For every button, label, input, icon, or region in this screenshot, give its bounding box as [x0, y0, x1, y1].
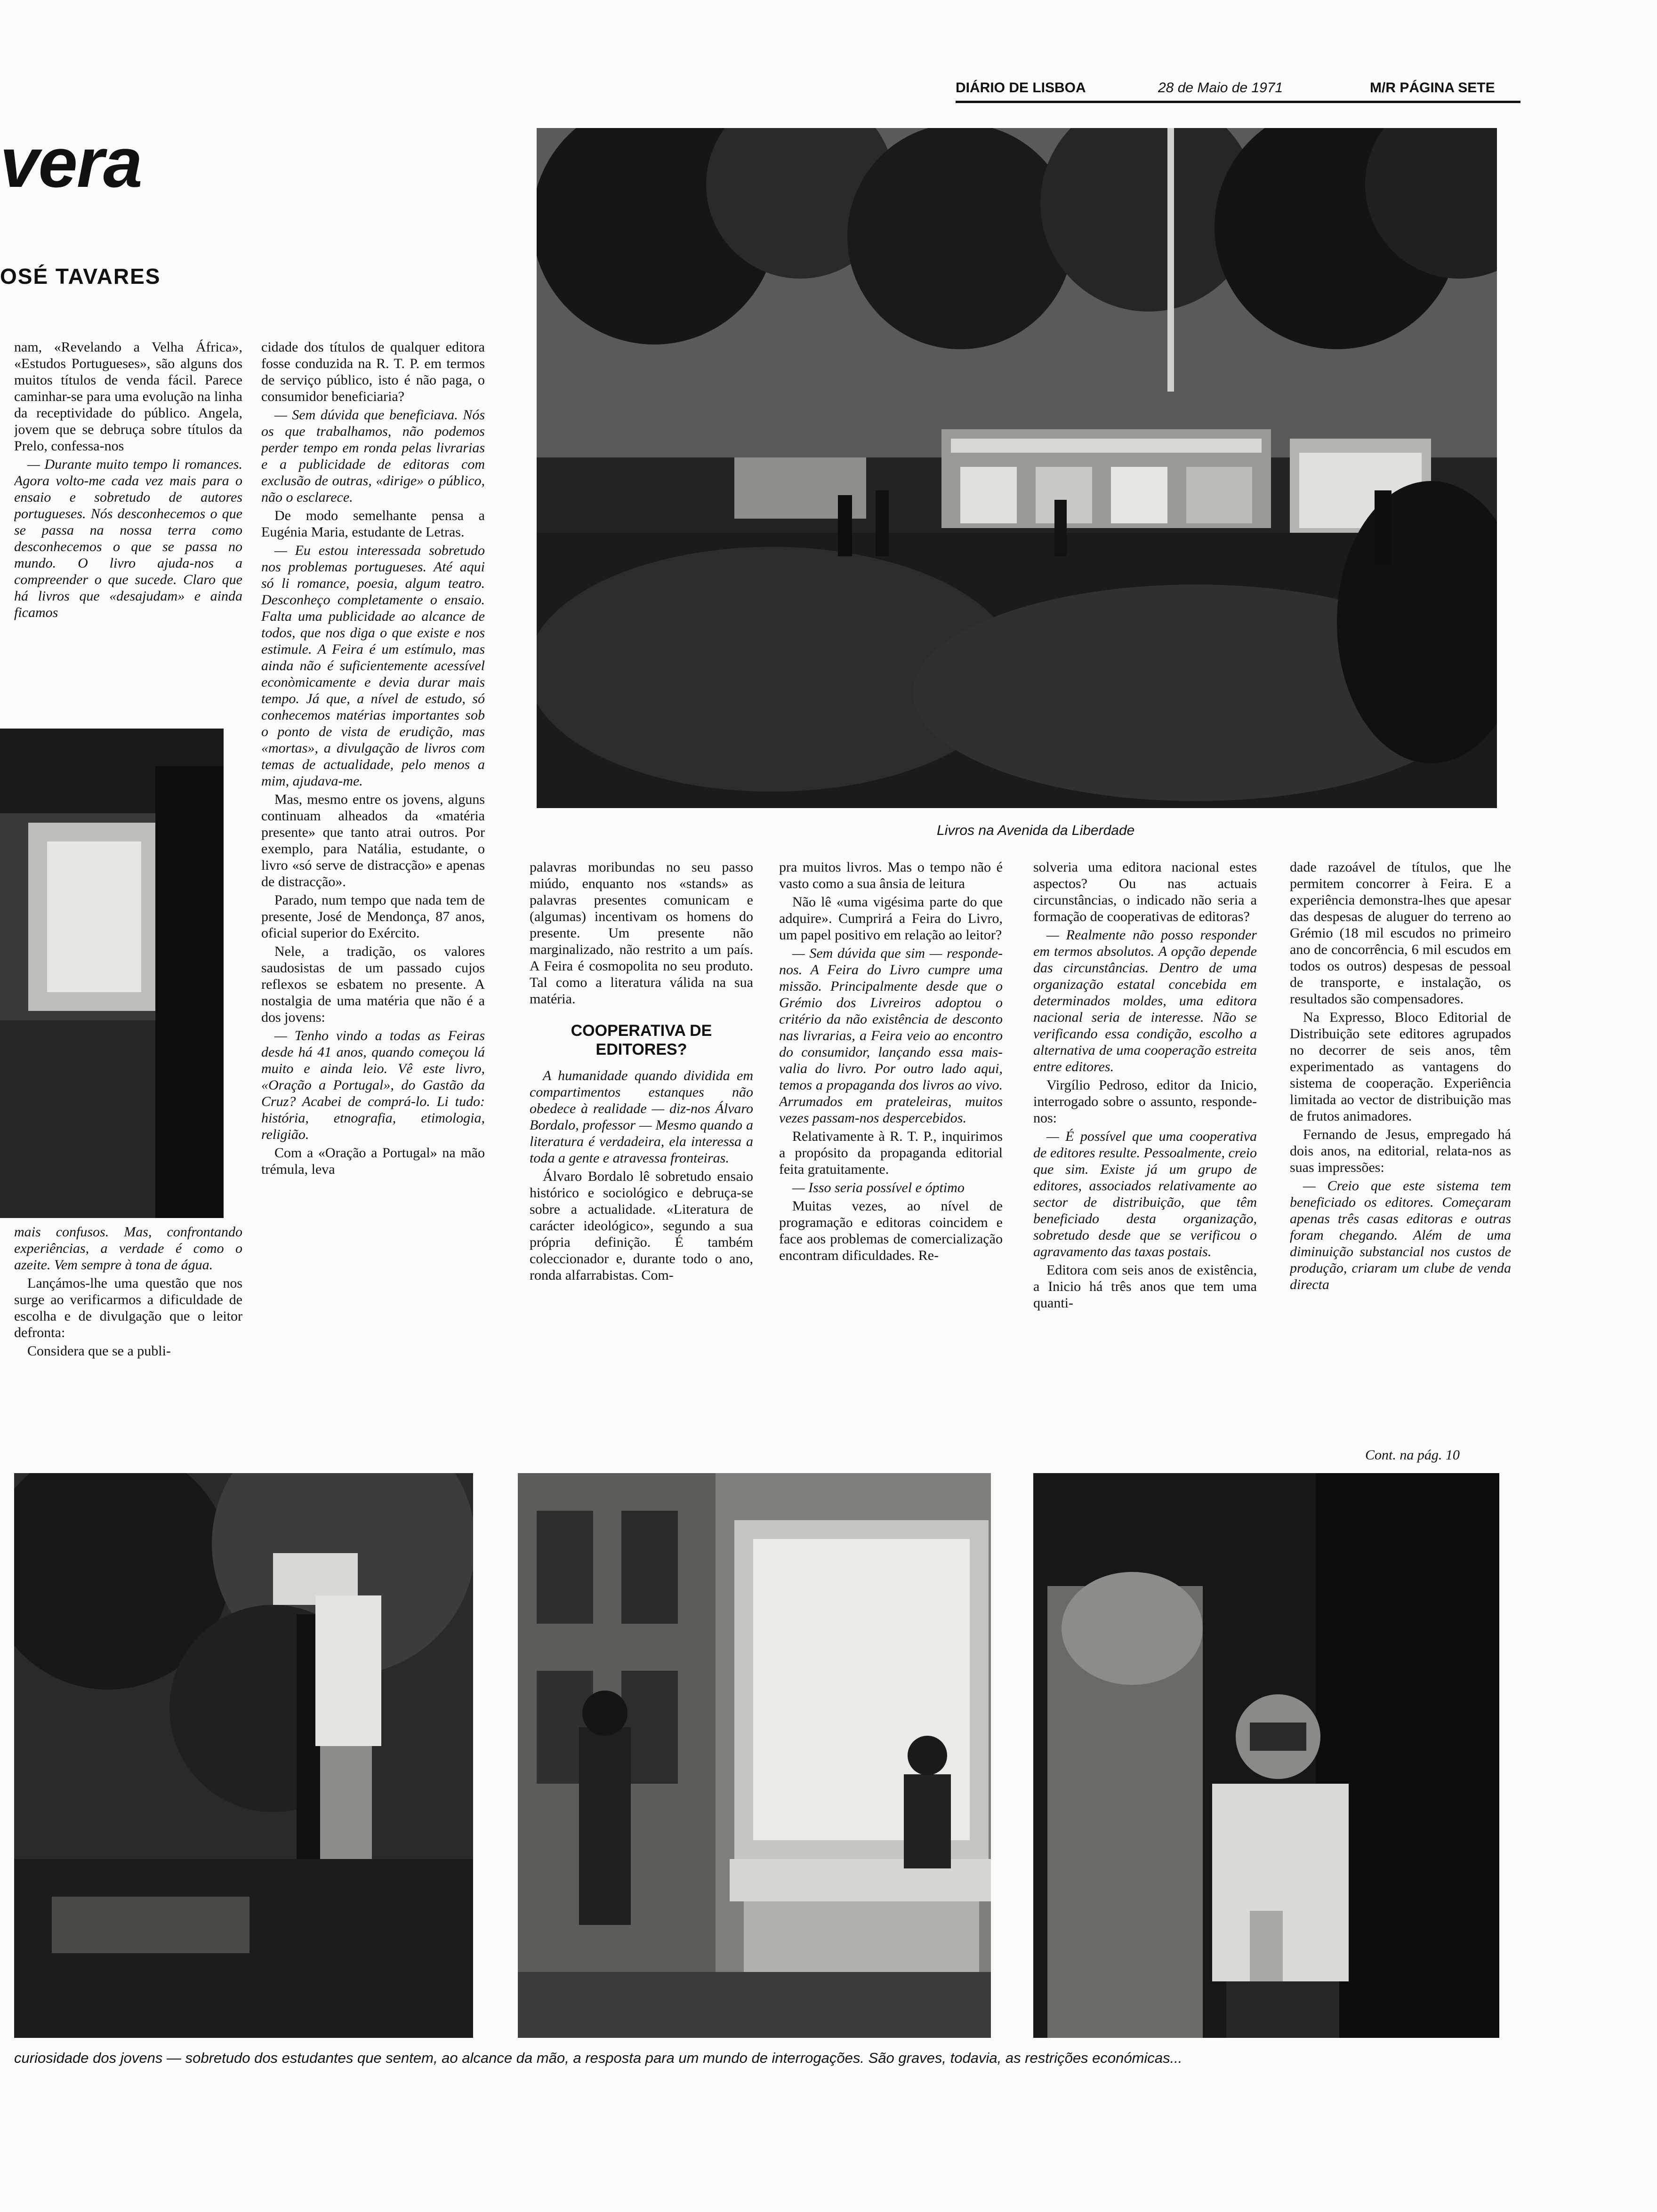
photo-left-crop-image — [0, 729, 224, 1218]
photo-left-crop — [0, 729, 224, 1218]
headline: vera — [0, 123, 142, 202]
paragraph: Virgílio Pedroso, editor da Inicio, interrogado sobre o assunto, responde-nos: — [1033, 1077, 1257, 1126]
paragraph: palavras moribundas no seu passo miúdo, enquanto nos «stands» as palavras presentes comunicam e (algumas) incentivam os homens do presente. Um presente não marginalizado, não restrito a um país. A Feira é cosmopolita no seu produto. Tal como a literatura válida na sua matéria. — [530, 859, 753, 1007]
paragraph: Parado, num tempo que nada tem de presente, José de Mendonça, 87 anos, oficial superior do Exército. — [261, 892, 485, 941]
byline: OSÉ TAVARES — [0, 264, 161, 289]
photo-bookstand — [518, 1473, 991, 2038]
paragraph: — Creio que este sistema tem beneficiado os editores. Começaram apenas três casas editoras e outras foram chegando. Além de uma diminuição substancial nos custos de produção, criaram um clube de venda directa — [1290, 1178, 1511, 1292]
photo-bookstand-image — [518, 1473, 991, 2038]
paragraph: A humanidade quando dividida em compartimentos estanques não obedece à realidade — diz-nos Álvaro Bordalo, professor — Mesmo quando a literatura é verdadeira, ela interessa a toda a gente e atravessa fronteiras. — [530, 1068, 753, 1166]
photo-book-fair-avenue-image — [537, 128, 1497, 808]
paragraph: pra muitos livros. Mas o tempo não é vasto como a sua ânsia de leitura — [779, 859, 1003, 891]
paragraph: — Eu estou interessada sobretudo nos problemas portugueses. Até aqui só li romance, poesia, algum teatro. Desconheço completamente o ensaio. Falta uma publicidade ao alcance de todos, que nos diga o que existe e nos estimule. A Feira é um estímulo, mas ainda não é suficientemente acessível econòmicamente e devia durar mais tempo. Já que, a nível de estudo, só conhecemos matérias importantes sob o ponto de vista de erudição, mas «mortas», a divulgação de livros com temas de actualidade, pelo menos a mim, ajudava-me. — [261, 543, 485, 789]
paragraph: — Tenho vindo a todas as Feiras desde há 41 anos, quando começou lá muito e ainda leio. Vê este livro, «Oração a Portugal», do Gastão da Cruz? Acabei de comprá-lo. Li tudo: história, etnografia, etimologia, religião. — [261, 1028, 485, 1142]
photo-boy-with-books-image — [1033, 1473, 1499, 2038]
subheading-cooperativa: COOPERATIVA DE EDITORES? — [571, 1022, 712, 1058]
paragraph: Relativamente à R. T. P., inquirimos a propósito da propaganda editorial feita gratuitamente. — [779, 1129, 1003, 1177]
photo-boy-climbing-tree — [14, 1473, 473, 2038]
masthead-date: 28 de Maio de 1971 — [1158, 80, 1283, 96]
paragraph: Não lê «uma vigésima parte do que adquire». Cumprirá a Feira do Livro, um papel positivo em relação ao leitor? — [779, 894, 1003, 943]
paragraph: cidade dos títulos de qualquer editora fosse conduzida na R. T. P. em termos de serviço público, isto é não paga, o consumidor beneficiaria? — [261, 339, 485, 404]
paragraph: nam, «Revelando a Velha África», «Estudos Portugueses», são alguns dos muitos títulos de venda fácil. Parece caminhar-se para uma evolução na linha da receptividade do público. Angela, jovem que se debruça sobre títulos da Prelo, confessa-nos — [14, 339, 242, 454]
column-4 — [779, 859, 1003, 1468]
paragraph: — Sem dúvida que sim — responde-nos. A Feira do Livro cumpre uma missão. Principalmente desde que o Grémio dos Livreiros adoptou o critério da não existência de desconto nas livrarias, a Feira veio ao encontro do consumidor, lançando essa mais-valia do livro. Por outro lado aqui, temos a propaganda dos livros ao vivo. Arrumados em prateleiras, muitos vezes passam-nos despercebidos. — [779, 946, 1003, 1126]
paragraph: Na Expresso, Bloco Editorial de Distribuição sete editores agrupados no decorrer de seis anos, têm experimentado as vantagens do sistema de cooperação. Experiência limitada ao vector de distribuição mas de frutos animadores. — [1290, 1010, 1511, 1124]
paragraph: Muitas vezes, ao nível de programação e editoras coincidem e face aos problemas de comercialização encontram dificuldades. Re- — [779, 1198, 1003, 1263]
paragraph: Editora com seis anos de existência, a Inicio há três anos que tem uma quanti- — [1033, 1262, 1257, 1311]
paragraph: Lançámos-lhe uma questão que nos surge ao verificarmos a dificuldade de escolha e de divulgação que o leitor defronta: — [14, 1275, 242, 1340]
column-3 — [530, 859, 753, 1468]
column-5 — [1033, 859, 1257, 1468]
column-1-bottom — [14, 1224, 242, 1468]
photo-boy-with-books — [1033, 1473, 1499, 2038]
masthead-paper: DIÁRIO DE LISBOA — [956, 80, 1086, 96]
paragraph: De modo semelhante pensa a Eugénia Maria, estudante de Letras. — [261, 508, 485, 540]
paragraph: Mas, mesmo entre os jovens, alguns continuam alheados da «matéria presente» que tanto atrai outros. Por exemplo, para Natália, estudante, o livro «só serve de distracção» e apenas de distracção». — [261, 792, 485, 890]
photo-boy-climbing-tree-image — [14, 1473, 473, 2038]
paragraph: — É possível que uma cooperativa de editores resulte. Pessoalmente, creio que sim. Existe já um grupo de editores, associados relativamente ao sector de distribuição, que têm beneficiado desta organização, sobretudo desde que se verificou o agravamento das taxas postais. — [1033, 1129, 1257, 1259]
paragraph: Considera que se a publi- — [27, 1343, 171, 1359]
paragraph: Com a «Oração a Portugal» na mão trémula, leva — [261, 1145, 485, 1177]
caption-bottom-photos: curiosidade dos jovens — sobretudo dos estudantes que sentem, ao alcance da mão, a resposta para um mundo de interrogações. São graves, todavia, as restrições económicas... — [14, 2050, 1182, 2066]
paragraph: Álvaro Bordalo lê sobretudo ensaio histórico e sociológico e debruça-se sobre a actualidade. «Literatura de carácter ideológico», segundo a sua própria definição. É também coleccionador e, durante todo o ano, ronda alfarrabistas. Com- — [530, 1169, 753, 1283]
column-2 — [261, 339, 485, 1468]
caption-top-photo: Livros na Avenida da Liberdade — [937, 823, 1135, 838]
paragraph: — Sem dúvida que beneficiava. Nós os que trabalhamos, não podemos perder tempo em ronda pelas livrarias e a publicidade de editoras com exclusão de outras, «dirige» o público, não o esclarece. — [261, 407, 485, 505]
paragraph: solveria uma editora nacional estes aspectos? Ou nas actuais circunstâncias, o indicado não seria a formação de cooperativas de editoras? — [1033, 859, 1257, 924]
paragraph: mais confusos. Mas, confrontando experiências, a verdade é como o azeite. Vem sempre à tona de água. — [14, 1224, 242, 1273]
continuation-note: Cont. na pág. 10 — [1365, 1447, 1460, 1463]
paragraph: Nele, a tradição, os valores saudosistas de um passado cujos reflexos se esbatem no presente. A nostalgia de uma matéria que não é a dos jovens: — [261, 944, 485, 1025]
paragraph: Fernando de Jesus, empregado há dois anos, na editorial, relata-nos as suas impressões: — [1290, 1127, 1511, 1175]
paragraph: dade razoável de títulos, que lhe permitem concorrer à Feira. E a experiência demonstra-lhes que apesar das despesas de aluguer do terreno ao Grémio (18 mil escudos no primeiro ano de concorrência, 6 mil escudos em todos os outros) despesas de pessoal de transporte, e instalação, os resultados são compensadores. — [1290, 859, 1511, 1007]
paragraph: — Isso seria possível e óptimo — [792, 1180, 965, 1195]
masthead-page: M/R PÁGINA SETE — [1370, 80, 1495, 96]
masthead-rule — [956, 101, 1520, 103]
column-1-top — [14, 339, 242, 729]
photo-book-fair-avenue — [537, 128, 1497, 808]
masthead — [956, 80, 1520, 102]
column-6 — [1290, 859, 1511, 1445]
paragraph: — Realmente não posso responder em termos absolutos. A opção depende das circunstâncias. Dentro de uma organização estatal concebida em determinados moldes, uma editora nacional seria de interesse. Não se verificando essa condição, escolho a alternativa de uma cooperação estreita entre editores. — [1033, 927, 1257, 1074]
paragraph: — Durante muito tempo li romances. Agora volto-me cada vez mais para o ensaio e sobretudo de autores portugueses. Nós desconhecemos o que se passa na nossa terra como desconhecemos o que se passa no mundo. O livro ajuda-nos a compreender o que sucede. Claro que há livros que «desajudam» e ainda ficamos — [14, 457, 242, 620]
